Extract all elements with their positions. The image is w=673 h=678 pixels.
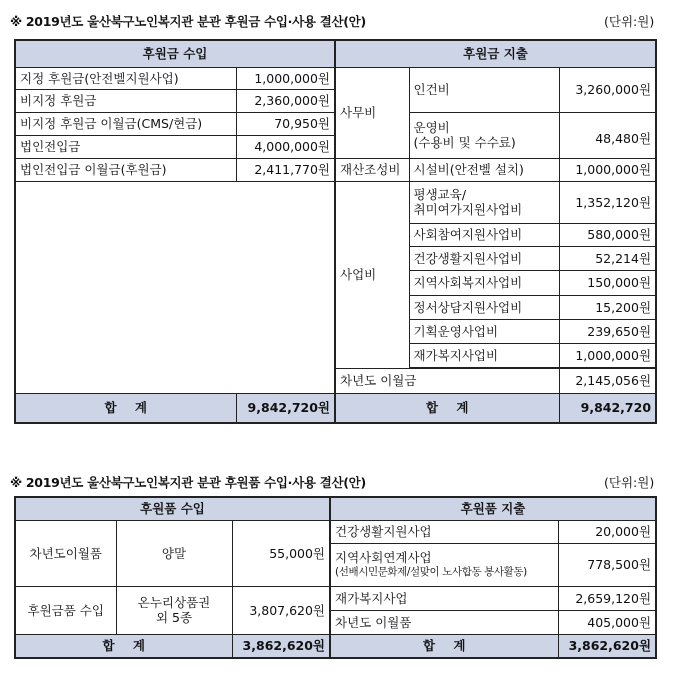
expense-amount: 1,352,120원	[559, 181, 656, 223]
goods-expense-header: 후원품 지출	[330, 497, 656, 520]
expense-label-line2: 취미여가지원사업비	[413, 202, 523, 217]
income-amount: 2,360,000원	[236, 89, 335, 112]
goods-expense-amount: 2,659,120원	[558, 586, 656, 610]
section1-title: ※ 2019년도 울산북구노인복지관 분관 후원금 수입·사용 결산(안)	[10, 14, 366, 29]
goods-expense-amount: 405,000원	[558, 610, 656, 634]
income-label: 법인전입금	[15, 135, 236, 158]
goods-expense-amount: 20,000원	[558, 520, 656, 543]
goods-expense-label: 건강생활지원사업	[330, 520, 558, 543]
table-row	[15, 586, 656, 610]
goods-income-category: 차년도이월품	[15, 520, 116, 586]
table-row	[15, 520, 656, 543]
goods-expense-amount: 778,500원	[558, 543, 656, 586]
goods-expense-label	[330, 543, 558, 586]
goods-expense-label-line1: 지역사회연계사업	[335, 549, 432, 565]
goods-income-amount: 55,000원	[232, 520, 330, 586]
goods-income-total-amount: 3,862,620원	[232, 634, 330, 658]
expense-amount: 52,214원	[559, 246, 656, 270]
income-amount: 70,950원	[236, 112, 335, 135]
expense-amount: 48,480원	[559, 112, 656, 158]
expense-label: 기획운영사업비	[409, 319, 559, 343]
expense-category: 재산조성비	[335, 158, 409, 181]
expense-amount: 15,200원	[559, 295, 656, 319]
goods-income-item-line2: 외 5종	[155, 610, 193, 625]
expense-amount: 580,000원	[559, 223, 656, 246]
goods-expense-total-amount: 3,862,620원	[558, 634, 656, 658]
donation-money-table	[14, 39, 657, 424]
table-row	[15, 67, 656, 89]
goods-income-header: 후원품 수입	[15, 497, 330, 520]
income-label: 비지정 후원금	[15, 89, 236, 112]
expense-amount: 239,650원	[559, 319, 656, 343]
carryover-label: 차년도 이월금	[335, 368, 559, 393]
goods-income-item: 양말	[116, 520, 232, 586]
expense-amount: 1,000,000원	[559, 158, 656, 181]
expense-label: 재가복지사업비	[409, 343, 559, 367]
expense-amount: 1,000,000원	[559, 343, 656, 367]
expense-amount: 150,000원	[559, 270, 656, 295]
income-label: 지정 후원금(안전벨지원사업)	[15, 67, 236, 89]
table-row	[15, 158, 656, 181]
goods-expense-label-line2: (선배시민문화제/설맞이 노사합동 봉사활동)	[335, 565, 527, 578]
section2-title: ※ 2019년도 울산북구노인복지관 분관 후원품 수입·사용 결산(안)	[10, 475, 366, 490]
income-amount: 1,000,000원	[236, 67, 335, 89]
income-total-label: 합 계	[15, 393, 236, 423]
expense-label: 건강생활지원사업비	[409, 246, 559, 270]
expense-label-line2: (수용비 및 수수료)	[413, 135, 516, 150]
section2-unit: (단위:원)	[604, 475, 655, 490]
income-empty-area	[15, 181, 335, 393]
expense-label: 정서상담지원사업비	[409, 295, 559, 319]
expense-total-amount: 9,842,720	[559, 393, 656, 423]
income-amount: 4,000,000원	[236, 135, 335, 158]
expense-label: 시설비(안전벨 설치)	[409, 158, 559, 181]
expense-label	[409, 112, 559, 158]
income-amount: 2,411,770원	[236, 158, 335, 181]
goods-expense-total-label: 합 계	[330, 634, 558, 658]
header-row	[15, 40, 656, 67]
expense-label-line1: 평생교육/	[413, 187, 467, 202]
income-label: 법인전입금 이월금(후원금)	[15, 158, 236, 181]
goods-income-amount: 3,807,620원	[232, 586, 330, 634]
expense-header: 후원금 지출	[335, 40, 656, 67]
income-label: 비지정 후원금 이월금(CMS/현금)	[15, 112, 236, 135]
goods-expense-label: 재가복지사업	[330, 586, 558, 610]
expense-label: 인건비	[409, 67, 559, 112]
goods-expense-label: 차년도 이월품	[330, 610, 558, 634]
donation-goods-table	[14, 496, 657, 659]
income-total-amount: 9,842,720원	[236, 393, 335, 423]
income-header: 후원금 수입	[15, 40, 335, 67]
total-row	[15, 393, 656, 423]
expense-amount: 3,260,000원	[559, 67, 656, 112]
expense-label: 지역사회복지사업비	[409, 270, 559, 295]
expense-category: 사무비	[335, 67, 409, 158]
goods-income-item-line1: 온누리상품권	[137, 595, 211, 610]
carryover-amount: 2,145,056원	[559, 368, 656, 393]
expense-total-label: 합 계	[335, 393, 559, 423]
goods-income-item	[116, 586, 232, 634]
expense-label	[409, 181, 559, 223]
table-row	[15, 181, 656, 223]
expense-category: 사업비	[335, 181, 409, 368]
expense-label-line1: 운영비	[413, 120, 450, 135]
total-row	[15, 634, 656, 658]
section1-unit: (단위:원)	[604, 14, 655, 29]
goods-income-total-label: 합 계	[15, 634, 232, 658]
expense-label: 사회참여지원사업비	[409, 223, 559, 246]
header-row	[15, 497, 656, 520]
goods-income-category: 후원금품 수입	[15, 586, 116, 634]
